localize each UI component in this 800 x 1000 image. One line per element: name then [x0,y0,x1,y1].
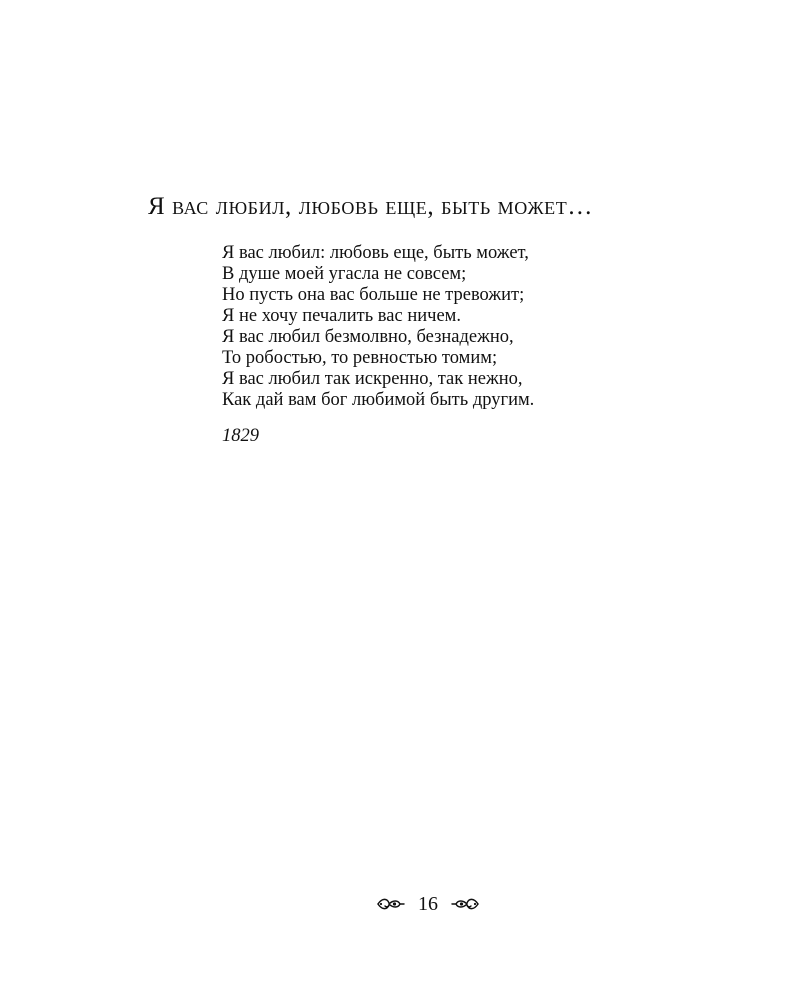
poem-body [222,243,702,411]
poem-line: Я не хочу печалить вас ничем. [222,306,461,326]
poem-year: 1829 [222,426,259,446]
poem-line: Я вас любил безмолвно, безнадежно, [222,327,514,347]
page-number: 16 [418,893,438,915]
poem-line: Но пусть она вас больше не тревожит; [222,285,525,305]
poem-title: Я вас любил, любовь еще, быть может… [148,193,593,220]
poem-line: Как дай вам бог любимой быть другим. [222,390,535,410]
poem-line: В душе моей угасла не совсем; [222,264,467,284]
poem-line: Я вас любил так искренно, так нежно, [222,369,523,389]
fleuron-icon [450,894,480,914]
fleuron-icon [376,894,406,914]
poem-line: То робостью, то ревностью томим; [222,348,498,368]
page-footer [0,890,800,918]
poem-line: Я вас любил: любовь еще, быть может, [222,243,529,263]
